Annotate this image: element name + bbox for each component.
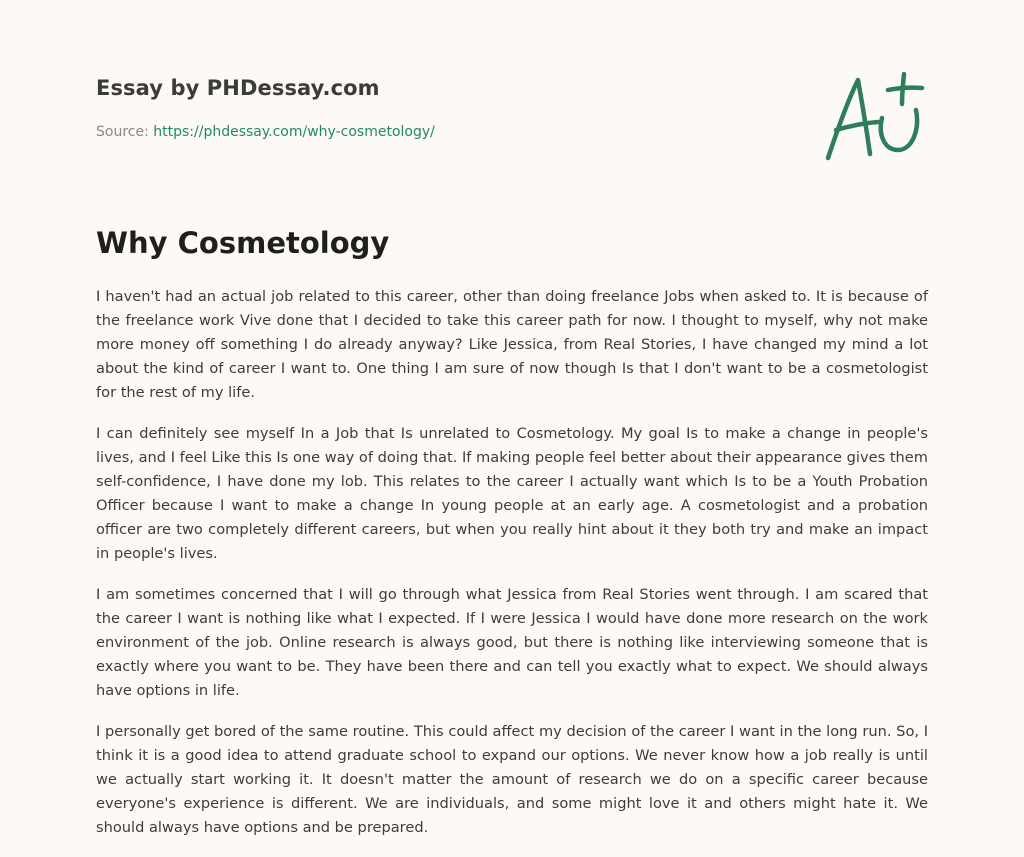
source-link[interactable]: https://phdessay.com/why-cosmetology/ xyxy=(153,124,435,140)
essay-paragraph: I am sometimes concerned that I will go through what Jessica from Real Stories went through. I am scared that the career I want is nothing like what I expected. If I were Jessica I would have done more research on the work environment of the job. Online research is always good, but there is nothing like interviewing someone that is exactly where you want to be. They have been there and can tell you exactly what to expect. We should always have options in life. xyxy=(96,586,928,699)
essay-paragraph: I personally get bored of the same routine. This could affect my decision of the career I want in the long run. So, I think it is a good idea to attend graduate school to expand our options. We never know how a job really is until we actually start working it. It doesn't matter the amount of research we do on a specific career because everyone's experience is different. We are individuals, and some might love it and others might hate it. We should always have options and be prepared. xyxy=(96,723,928,836)
essay-title: Why Cosmetology xyxy=(96,226,390,260)
site-title: Essay by PHDessay.com xyxy=(96,76,380,100)
essay-paragraph: I haven't had an actual job related to this career, other than doing freelance Jobs when asked to. It is because of the freelance work Vive done that I decided to take this career path for now. I thought to myself, why not make more money off something I do already anyway? Like Jessica, from Real Stories, I have changed my mind a lot about the kind of career I want to. One thing I am sure of now though Is that I don't want to be a cosmetologist for the rest of my life. xyxy=(96,288,928,401)
essay-paragraph: I can definitely see myself In a Job that Is unrelated to Cosmetology. My goal Is to make a change in people's lives, and I feel Like this Is one way of doing that. If making people feel better about their appearance gives them self-confidence, I have done my lob. This relates to the career I actually want which Is to be a Youth Probation Officer because I want to make a change In young people at an early age. A cosmetologist and a probation officer are two completely different careers, but when you really hint about it they both try and make an impact in people's lives. xyxy=(96,425,929,562)
source-line xyxy=(96,124,435,140)
essay-body xyxy=(96,285,928,857)
source-label: Source: xyxy=(96,124,149,140)
a-plus-grade-icon xyxy=(818,66,930,166)
